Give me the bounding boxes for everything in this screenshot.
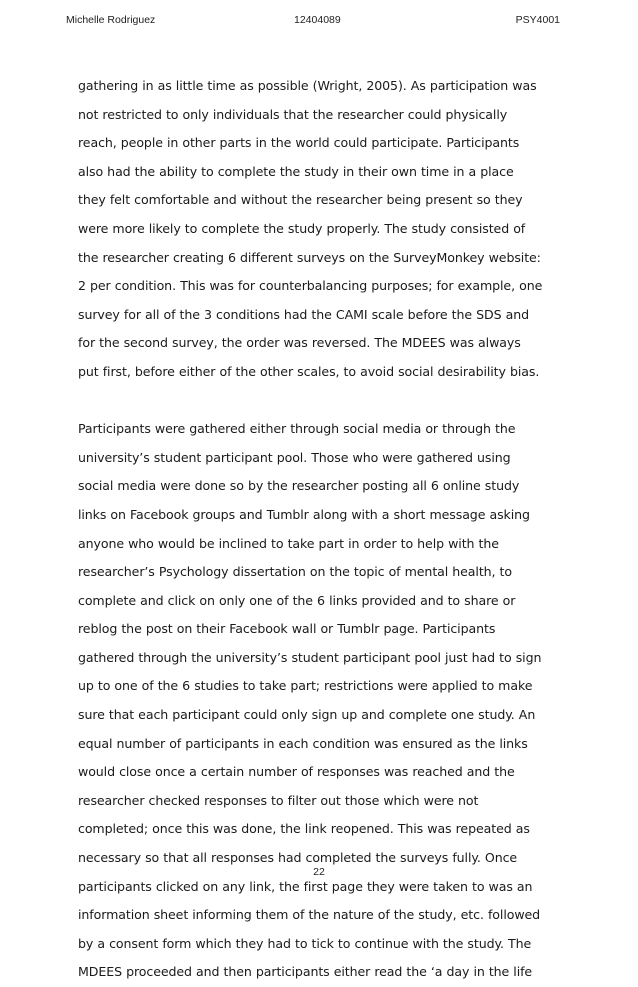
text-line: gathering in as little time as possible (Wright, 2005). As participation was xyxy=(78,78,537,93)
text-line: not restricted to only individuals that the researcher could physically xyxy=(78,106,508,122)
text-line: university’s student participant pool. Those who were gathered using xyxy=(78,449,511,465)
text-line: necessary so that all responses had completed the surveys fully. Once xyxy=(78,850,518,866)
text-line: for the second survey, the order was reversed. The MDEES was always xyxy=(78,335,521,351)
text-line: also had the ability to complete the study in their own time in a place xyxy=(78,163,514,179)
header-author: Michelle Rodriguez xyxy=(66,14,156,26)
text-line: reblog the post on their Facebook wall or Tumblr page. Participants xyxy=(78,621,496,637)
paragraph-participants xyxy=(78,415,564,987)
text-line: were more likely to complete the study properly. The study consisted of xyxy=(78,220,526,236)
header-module: PSY4001 xyxy=(515,14,560,26)
text-line: researcher’s Psychology dissertation on the topic of mental health, to xyxy=(78,564,512,580)
document-body xyxy=(78,72,564,987)
text-line: survey for all of the 3 conditions had the CAMI scale before the SDS and xyxy=(78,306,530,322)
text-line: completed; once this was done, the link reopened. This was repeated as xyxy=(78,821,530,837)
text-line: up to one of the 6 studies to take part; restrictions were applied to make xyxy=(78,678,533,694)
text-line: sure that each participant could only sign up and complete one study. An xyxy=(78,707,536,723)
text-line: participants clicked on any link, the first page they were taken to was an xyxy=(78,878,533,894)
text-line: MDEES proceeded and then participants either read the ‘a day in the life xyxy=(78,964,533,980)
text-line: 2 per condition. This was for counterbalancing purposes; for example, one xyxy=(78,278,543,294)
text-line: researcher checked responses to filter out those which were not xyxy=(78,792,479,808)
text-line: gathered through the university’s student participant pool just had to sign xyxy=(78,649,542,665)
paragraph-method-procedure xyxy=(78,72,564,387)
text-line: complete and click on only one of the 6 links provided and to share or xyxy=(78,592,516,608)
header-student-id: 12404089 xyxy=(294,14,341,26)
text-line: information sheet informing them of the nature of the study, etc. followed xyxy=(78,907,541,923)
page-number: 22 xyxy=(313,866,325,878)
text-line: social media were done so by the researcher posting all 6 online study xyxy=(78,478,520,494)
text-line: links on Facebook groups and Tumblr along with a short message asking xyxy=(78,506,530,522)
text-line: the researcher creating 6 different surveys on the SurveyMonkey website: xyxy=(78,249,541,265)
page-header xyxy=(66,14,560,30)
text-line: would close once a certain number of responses was reached and the xyxy=(78,764,515,780)
text-line: anyone who would be inclined to take part in order to help with the xyxy=(78,535,499,551)
text-line: equal number of participants in each condition was ensured as the links xyxy=(78,735,528,751)
text-line: put first, before either of the other scales, to avoid social desirability bias. xyxy=(78,363,540,379)
text-line: by a consent form which they had to tick to continue with the study. The xyxy=(78,935,532,951)
text-line: Participants were gathered either through social media or through the xyxy=(78,421,516,437)
text-line: reach, people in other parts in the world could participate. Participants xyxy=(78,135,520,151)
paragraph-spacer xyxy=(78,387,564,416)
text-line: they felt comfortable and without the researcher being present so they xyxy=(78,192,523,208)
